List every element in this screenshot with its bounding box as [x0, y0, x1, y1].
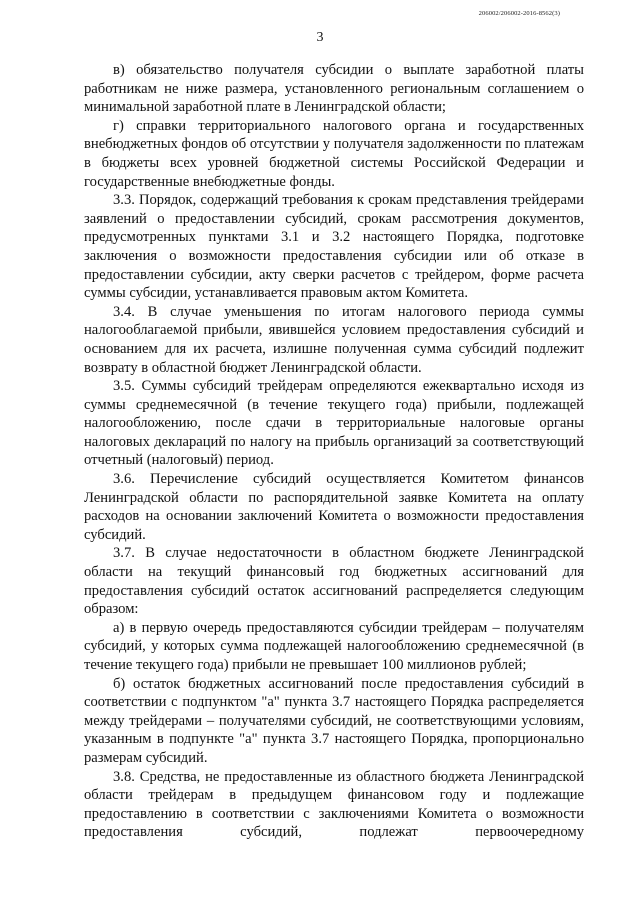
paragraph-g: г) справки территориального налогового органа и государственных внебюджетных фондов об отсутствии у получателя задолженности по платежам в бюджеты всех уровней бюджетной системы Российской Федерации и государственные внебюджетные фонды. [84, 117, 584, 190]
document-id: 206002/206002-2016-8562(3) [478, 10, 560, 17]
paragraph-3-5: 3.5. Суммы субсидий трейдерам определяются ежеквартально исходя из суммы среднемесячной (в течение текущего года) прибыли, подлежащей налогообложению, после сдачи в территориальные налоговые органы налоговых деклараций по налогу на прибыль организаций за соответствующий отчетный (налоговый) период. [84, 378, 584, 469]
paragraph-a: а) в первую очередь предоставляются субсидии трейдерам – получателям субсидий, у которых сумма подлежащей налогообложению среднемесячной (в течение текущего года) прибыли не превышает 100 миллионов рублей; [84, 619, 584, 673]
paragraph-3-6: 3.6. Перечисление субсидий осуществляется Комитетом финансов Ленинградской области по распорядительной заявке Комитета на оплату расходов на основании заключений Комитета о возможности предоставления субсидий. [84, 471, 584, 543]
paragraph-b: б) остаток бюджетных ассигнований после предоставления субсидий в соответствии с подпунктом "а" пункта 3.7 настоящего Порядка распределяется между трейдерами – получателями субсидий, не соответствующими условиям, указанным в подпункте "а" пункта 3.7 настоящего Порядка, пропорционально размерам субсидий. [84, 675, 584, 766]
paragraph-3-4: 3.4. В случае уменьшения по итогам налогового периода суммы налогооблагаемой прибыли, явившейся условием предоставления субсидий и основанием для их расчета, излишне полученная сумма субсидий подлежит возврату в областной бюджет Ленинградской области. [84, 303, 584, 376]
paragraph-v: в) обязательство получателя субсидии о выплате заработной платы работникам не ниже размера, установленного региональным соглашением о минимальной заработной плате в Ленинградской области; [84, 62, 584, 116]
paragraph-3-8: 3.8. Средства, не предоставленные из областного бюджета Ленинградской области трейдерам в предыдущем финансовом году и подлежащие предоставлению в соответствии с заключениями Комитета о возможности предоставления субсидий, подлежат первоочередному [84, 768, 584, 841]
paragraph-3-7: 3.7. В случае недостаточности в областном бюджете Ленинградской области на текущий финансовый год бюджетных ассигнований для предоставления субсидий остаток ассигнований распределяется следующим образом: [84, 545, 584, 618]
document-body [84, 61, 584, 842]
page-number: 3 [316, 30, 324, 45]
paragraph-3-3: 3.3. Порядок, содержащий требования к срокам представления трейдерами заявлений о предоставлении субсидий, срокам рассмотрения документов, предусмотренных пунктами 3.1 и 3.2 настоящего Порядка, подготовке заключения о возможности предоставления субсидии или об отказе в предоставлении субсидии, акту сверки расчетов с трейдером, форме расчета суммы субсидии, устанавливается правовым актом Комитета. [84, 192, 584, 302]
